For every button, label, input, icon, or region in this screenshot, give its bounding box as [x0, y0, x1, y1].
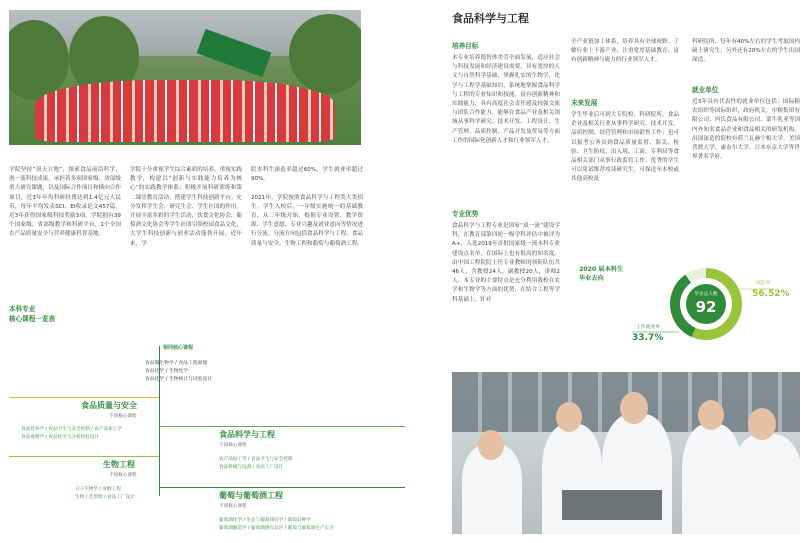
- lab-photo: [452, 372, 800, 534]
- track-item: 农产品加工学 / 食品卫生与安全控制: [219, 457, 293, 462]
- photo-face: [620, 392, 648, 424]
- track-line: [159, 426, 405, 427]
- track-line: [159, 487, 405, 488]
- photo-face: [556, 402, 582, 432]
- track-line: [9, 456, 159, 457]
- training-goal-title: 培养目标: [452, 42, 479, 50]
- future-title: 未来发展: [571, 99, 598, 107]
- photo-tree: [289, 14, 361, 94]
- track-item: 葡萄酒酿造学 / 葡萄酒感官品评 / 葡萄与葡萄酒生产实习: [219, 526, 334, 531]
- slice-value: 33.7%: [632, 333, 664, 343]
- center-value: 92: [695, 298, 717, 316]
- future-continued: 科研院所，每年有40%左右的学生考取国内硕士研究生；另外还有20%左右的学生出国深造。: [692, 39, 800, 64]
- advantage-title: 专业优势: [452, 210, 479, 218]
- center-label: 毕业总人数: [694, 292, 718, 297]
- photo-bench: [562, 490, 662, 520]
- photo-person: [732, 434, 800, 534]
- track-item: 食品营养学 / 食品卫生与安全控制 / 农产品加工学: [21, 427, 122, 432]
- track-sub: 不同核心课程: [219, 443, 247, 448]
- track-title: 生物工程: [103, 460, 135, 469]
- track-sub: 不同核心课程: [109, 414, 137, 419]
- employer-title: 就业单位: [692, 86, 719, 94]
- curriculum-diagram: [9, 340, 405, 540]
- track-item: 生物工艺原理 / 食品工厂设计: [75, 495, 135, 500]
- track-title: 食品质量与安全: [81, 401, 137, 410]
- future-text: 学生毕业后可到大专院校、科研院所、食品企业及相关行业从事科学研究、技术开发、品质控制、经营管理和市场销售工作；也可以报考公务员到食品质量监督、海关、检验、卫生防疫、出入境、工商、专利局等食品相关部门从事行政监管工作。优秀的学生可以免试推荐攻读研究生，可保送至本校或其他高校及: [571, 112, 679, 183]
- slice-label: 深造率: [756, 281, 771, 286]
- training-goal-continued: 全产业链加工体系，培养具有全球视野、了解行业上下游产业、注重宽厚基础教育、富有创新精神与能力的行业领军人才。: [571, 39, 679, 64]
- group-photo: [9, 10, 361, 145]
- photo-face: [748, 408, 776, 440]
- photo-face: [698, 400, 724, 430]
- course-heading: 本科专业 核心课程一览表: [9, 305, 56, 323]
- photo-face: [478, 430, 504, 460]
- slice-value: 56.52%: [752, 289, 790, 299]
- employer-text: 近3年具有代表性的就业单位包括：国际粮农组织等国际组织，政府机关，中粮集团有限公司、玛氏食品有限公司、蒙牛乳业等国内外知名食品企业和食品相关的研发机构。出国深造的院校有荷兰瓦赫宁根大学、美国普渡大学、康奈尔大学、日本东京大学等世界著名学府。: [692, 99, 800, 161]
- track-sub: 不同核心课程: [219, 504, 247, 509]
- track-item: 食品毒理学 / 食品化学与分析检验设计: [21, 435, 99, 440]
- track-sub: 不同核心课程: [109, 473, 137, 478]
- training-goal-text: 本专业培养德智体美劳全面发展，适应社会与科技发展和经济建设需要，具有宽厚的人文与自然科学基础、掌握扎实的生物学、化学与工程学基础知识，系统地掌握食品科学与工程的专业知识和技能，富有创新精神和实践能力，具有高度社会责任感及较强交流与团队合作能力，能够在食品产业及相关领域从事科学研究、技术开发、工程设计、生产管理、品质控制、产品开发及贸易等方面工作的国际化创新人才和行业领军人才。: [452, 55, 560, 144]
- intro-col-1: 学院坚持“顶天立地”，探索食品前沿科学，创一流科技成果，承担着多项国家级、省部级重大研究课题，以及国际合作项目和横向合作项目，近3年年均科研经费达到1.4亿元人民币，每年平均发表SCI、EI收录论文457篇，近3年获得国家级科技奖励3项。学院拥有39个国家级、省部级教学和科研平台，1个全国农产品质量安全与营养健康科普基地。: [9, 167, 121, 238]
- photo-crowd: [35, 80, 335, 142]
- core-item: 食品化学 / 生物统计与试验设计: [145, 377, 213, 382]
- track-item: 分子生物学 / 发酵工程: [75, 487, 121, 492]
- advantage-text: 食品科学与工程专业是国家“双一流”建设学科，在教育部第四轮一级学科评估中被评为A+，入选2019年首批国家级一流本科专业建设点名单，在国际上也有很高的知名度。由中国工程院院士任专业教师的领衔队伍共46人，含教授24人，副教授20人，讲师2人。本专业的主要特点是充分利用我校在农学和生物学等方面的优势，在结合工程等学科基础上，针对: [452, 223, 560, 303]
- track-title: 食品科学与工程: [219, 430, 275, 439]
- core-item: 食品化学 / 生物化学: [145, 369, 189, 374]
- intro-col-3: 院本科生深造率超过60%，学生就业率超过90%。 2021年，学院按照食品科学与工程类大类招生。学生入校后，一年级实施统一的基础教育，从三年级开始，根据专业设置、教学资源、学生意愿、专业兴趣及就业意向等情况进行分流。分流方向包括食品科学与工程、食品质量与安全、生物工程和葡萄与葡萄酒工程。: [251, 167, 363, 247]
- track-item: 葡萄酒化学 / 生态与葡萄栽培学 / 葡萄品种学: [219, 518, 311, 523]
- page-title: 食品科学与工程: [452, 12, 529, 25]
- chart-title: 2020 届本科生 毕业去向: [579, 266, 624, 282]
- destination-donut-chart: [599, 262, 809, 362]
- track-line: [9, 397, 159, 398]
- core-item: 食品微生物学 / 食品工程原理: [145, 361, 208, 366]
- core-title: 相同核心课程: [163, 345, 194, 351]
- track-item: 食品机械与设备 / 食品工厂设计: [219, 465, 284, 470]
- track-title: 葡萄与葡萄酒工程: [219, 491, 283, 500]
- intro-col-2: 学院十分重视学生综合素质的培养，重视实践教学，构建以“创新与实践能力培养为核心”的实践教学体系；积极开展科研训练和第二课堂教育活动，搭建学生科技创新平台；充分发挥学生会、研究生会、学生社团的作用，开展丰富多彩的学生活动，饮食文化协会、葡萄酒文化协会等学生社团引领校园食品文化，大学生科技创新与创业活动蓬勃开展。近年来，学: [130, 167, 242, 247]
- slice-label: 工作就业率: [636, 325, 660, 330]
